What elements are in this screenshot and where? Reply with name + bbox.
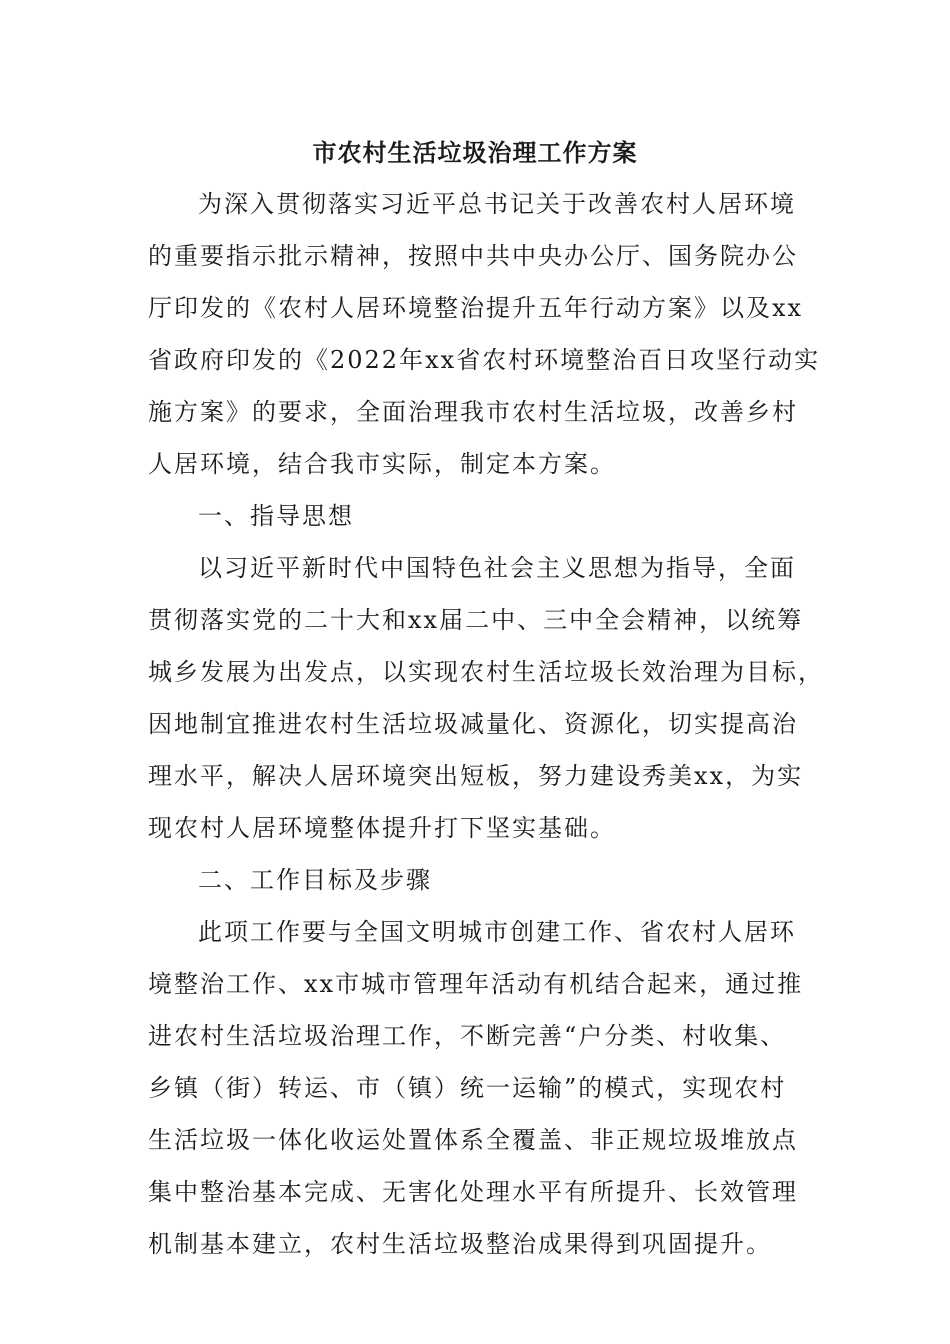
paragraph-line: 的重要指示批示精神，按照中共中央办公厅、国务院办公 [148, 242, 798, 270]
paragraph-line: 境整治工作、xx市城市管理年活动有机结合起来，通过推 [148, 970, 804, 998]
paragraph-line: 机制基本建立，农村生活垃圾整治成果得到巩固提升。 [148, 1230, 772, 1258]
paragraph-line: 此项工作要与全国文明城市创建工作、省农村人居环 [198, 918, 796, 946]
document-title: 市农村生活垃圾治理工作方案 [312, 138, 638, 167]
paragraph-line: 贯彻落实党的二十大和xx届二中、三中全会精神，以统筹 [148, 606, 804, 634]
paragraph-line: 人居环境，结合我市实际，制定本方案。 [148, 450, 616, 478]
paragraph-line: 进农村生活垃圾治理工作，不断完善“户分类、村收集、 [148, 1022, 787, 1050]
paragraph-line: 现农村人居环境整体提升打下坚实基础。 [148, 814, 616, 842]
document-body [148, 178, 824, 1270]
paragraph-line: 理水平，解决人居环境突出短板，努力建设秀美xx，为实 [148, 762, 804, 790]
paragraph-line: 以习近平新时代中国特色社会主义思想为指导，全面 [198, 554, 796, 582]
paragraph-line: 省政府印发的《2022年xx省农村环境整治百日攻坚行动实 [148, 346, 821, 374]
section-heading-goals-steps: 二、工作目标及步骤 [198, 866, 432, 894]
section-heading-guiding-thought: 一、指导思想 [198, 502, 354, 530]
paragraph-line: 施方案》的要求，全面治理我市农村生活垃圾，改善乡村 [148, 398, 798, 426]
paragraph-line: 乡镇（街）转运、市（镇）统一运输”的模式，实现农村 [148, 1074, 787, 1102]
paragraph-line: 厅印发的《农村人居环境整治提升五年行动方案》以及xx [148, 294, 804, 322]
paragraph-line: 集中整治基本完成、无害化处理水平有所提升、长效管理 [148, 1178, 798, 1206]
paragraph-line: 城乡发展为出发点，以实现农村生活垃圾长效治理为目标， [148, 658, 824, 686]
paragraph-line: 生活垃圾一体化收运处置体系全覆盖、非正规垃圾堆放点 [148, 1126, 798, 1154]
paragraph-line: 为深入贯彻落实习近平总书记关于改善农村人居环境 [198, 190, 796, 218]
paragraph-line: 因地制宜推进农村生活垃圾减量化、资源化，切实提高治 [148, 710, 798, 738]
